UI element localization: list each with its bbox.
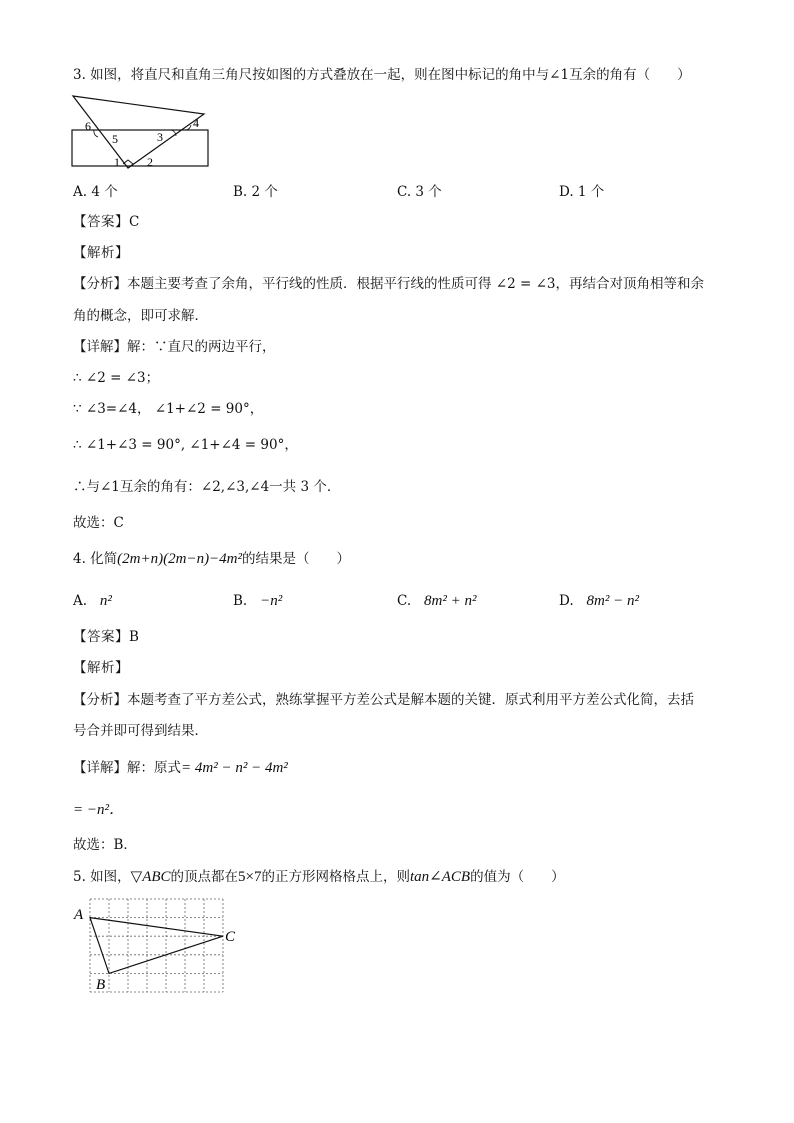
angle-label-1: 1 — [114, 155, 120, 169]
q5-stem-mid2: 的正方形网格格点上，则 — [261, 869, 411, 885]
q4-answer: 【答案】B — [73, 629, 140, 645]
angle-label-6: 6 — [85, 119, 91, 133]
q4-option-a — [73, 592, 112, 610]
q4-choice: 故选：B． — [73, 837, 137, 853]
q4-analysis-line-2: 号合并即可得到结果． — [73, 723, 208, 739]
q4-option-c-expr: 8m² + n² — [424, 593, 477, 609]
q3-answer: 【答案】C — [73, 214, 140, 230]
q5-figure — [70, 896, 245, 996]
set-square-triangle — [73, 96, 204, 168]
q4-option-c — [397, 592, 476, 610]
grid-lines — [90, 899, 223, 992]
q5-stem-triangle: ▽ABC — [130, 869, 171, 885]
q3-detail-line-3: ∵ ∠3=∠4， ∠1+∠2 = 90°， — [73, 401, 264, 417]
q4-analysis-title: 【解析】 — [73, 660, 129, 676]
q4-option-d-letter: D. — [559, 593, 574, 609]
q3-analysis-line-1: 【分析】本题主要考查了余角，平行线的性质．根据平行线的性质可得 ∠2 = ∠3，再结合对顶角相等和余 — [73, 276, 704, 292]
q4-stem-expression: (2m+n)(2m−n)−4m² — [117, 551, 243, 567]
q4-option-a-letter: A. — [73, 593, 88, 609]
q4-detail-prefix: 【详解】解：原式 — [73, 760, 181, 776]
q4-option-d-expr: 8m² − n² — [586, 593, 639, 609]
q3-option-a: A. 4 个 — [73, 184, 118, 200]
q3-option-d: D. 1 个 — [559, 184, 605, 200]
q4-detail-line-1 — [73, 759, 288, 777]
vertex-label-a: A — [74, 907, 84, 923]
q4-stem-suffix: 的结果是（ ） — [242, 551, 351, 567]
q5-stem-prefix: 5. 如图， — [73, 869, 131, 885]
q4-analysis-line-1: 【分析】本题考查了平方差公式，熟练掌握平方差公式是解本题的关键．原式利用平方差公式化简，去括 — [73, 692, 694, 708]
q4-stem-prefix: 4. 化简 — [73, 551, 118, 567]
angle-label-4: 4 — [193, 116, 199, 130]
angle-arc — [94, 130, 98, 137]
vertex-label-c: C — [225, 929, 236, 945]
q3-option-b: B. 2 个 — [233, 184, 278, 200]
q5-stem — [73, 868, 565, 886]
q3-detail-line-2: ∴ ∠2 = ∠3； — [73, 370, 160, 386]
q3-option-c: C. 3 个 — [397, 184, 442, 200]
q4-option-c-letter: C. — [397, 593, 412, 609]
q5-stem-grid-size: 5×7 — [238, 869, 262, 885]
q4-stem — [73, 550, 350, 568]
ruler-rectangle — [72, 130, 208, 166]
q5-stem-mid: 的顶点都在 — [170, 869, 239, 885]
q3-detail-line-5: ∴与∠1互余的角有：∠2,∠3,∠4一共 3 个． — [73, 479, 341, 495]
angle-label-2: 2 — [147, 155, 153, 169]
angle-label-5: 5 — [112, 132, 118, 146]
q3-detail-line-4: ∴ ∠1+∠3 = 90°, ∠1+∠4 = 90°， — [73, 437, 298, 453]
q4-option-d — [559, 592, 639, 610]
q3-figure — [70, 94, 212, 170]
q4-option-a-expr: n² — [99, 593, 112, 609]
q4-detail-expression: = 4m² − n² − 4m² — [181, 760, 288, 776]
q4-option-b-letter: B. — [233, 593, 248, 609]
q4-detail-line-2: = −n²． — [73, 802, 124, 818]
q5-stem-suffix: 的值为（ ） — [470, 869, 565, 885]
q3-analysis-title: 【解析】 — [73, 245, 129, 261]
angle-label-3: 3 — [157, 130, 163, 144]
vertex-label-b: B — [96, 977, 106, 993]
q3-choice: 故选：C — [73, 515, 124, 531]
q4-option-b — [233, 592, 282, 610]
q3-stem: 3. 如图，将直尺和直角三角尺按如图的方式叠放在一起，则在图中标记的角中与∠1互余的角有（ ） — [73, 67, 691, 83]
q3-detail-line-1: 【详解】解：∵直尺的两边平行， — [73, 339, 276, 355]
triangle-abc — [90, 918, 223, 974]
q4-option-b-expr: −n² — [260, 593, 283, 609]
q3-analysis-line-2: 角的概念，即可求解． — [73, 308, 208, 324]
q5-stem-tan: tan∠ACB — [410, 869, 471, 885]
